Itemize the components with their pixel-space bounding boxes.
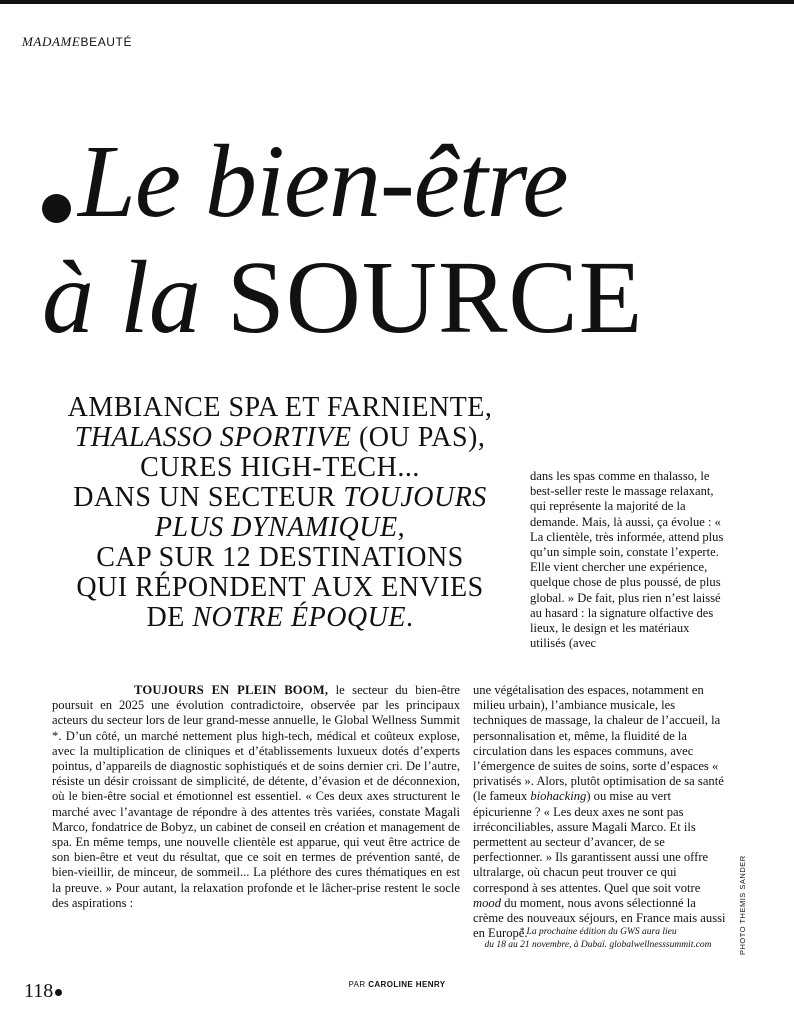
- section-rubric: [22, 34, 132, 50]
- byline: [0, 980, 794, 989]
- standfirst-text: ,: [397, 512, 406, 543]
- footnote-line: * La prochaine édition du GWS aura lieu: [519, 927, 677, 937]
- headline-prefix: à la: [42, 240, 227, 355]
- body-italic: mood: [473, 895, 501, 910]
- body-text: ) ou mise au vert épicurienne ? « Les deux axes ne sont pas irréconciliables, assure Magali Marco. Et ils permettent au secteur d’avancer, de se perfectionner. » Ils garantissent aussi une offre ultralarge, où chacun peut trouver ce qui correspond à ses attentes. Quel que soit votre: [473, 789, 709, 895]
- page-number-dot-icon: [55, 989, 62, 996]
- standfirst-line: [50, 483, 510, 513]
- standfirst-text: DE: [146, 602, 193, 633]
- rubric-section: BEAUTÉ: [80, 35, 133, 49]
- standfirst-italic: NOTRE ÉPOQUE: [192, 602, 406, 633]
- footnote: [473, 926, 723, 952]
- headline-line-2: [42, 240, 644, 355]
- standfirst: [50, 393, 510, 633]
- standfirst-text: DANS UN SECTEUR: [73, 482, 344, 513]
- standfirst-line: CURES HIGH-TECH...: [140, 452, 420, 483]
- body-paragraph: [473, 683, 729, 941]
- standfirst-italic: TOUJOURS: [343, 482, 487, 513]
- standfirst-line: [50, 513, 510, 543]
- standfirst-line: CAP SUR 12 DESTINATIONS: [96, 542, 464, 573]
- body-text: dans les spas comme en thalasso, le best-seller reste le massage relaxant, qui représente la majorité de la demande. Mais, là aussi, ça évolue : « La clientèle, très informée, attend plus qu’un simple soin, constate l’experte. Elle vient chercher une expérience, quelque chose de plus poussé, de plus global. » De fait, plus rien n’est laissé au hasard : la signature olfactive des lieux, le design et les matériaux utilisés (avec: [530, 469, 724, 651]
- body-text: le secteur du bien-être poursuit en 2025 une évolution contradictoire, observée par les principaux acteurs du secteur lors de leur grand-messe annuelle, le Global Wellness Summit *. D’un côté, un marché nettement plus high-tech, médical et coûteux explose, avec la multiplication de cliniques et d’établissements luxueux dotés d’experts pointus, d’appareils de diagnostic sophistiqués et de soins dernier cri. De l’autre, résiste un désir croissant de simplicité, de détente, d’évasion et de déconnexion, où le bien-être social et émotionnel est essentiel. « Ces deux axes structurent le marché avec l’avantage de répondre à des attentes très variées, constate Magali Marco, fondatrice de Bobyz, un cabinet de conseil en création et management de spa. En même temps, une nouvelle clientèle est apparue, qui veut être actrice de son bien-être et veut du résultat, que ce soit en termes de prévention santé, de bien-vieillir, de minceur, de sommeil... La pléthore des cures thématiques en est la preuve. » Pour autant, la relaxation profonde et le lâcher-prise restent le socle des aspirations :: [52, 683, 461, 910]
- standfirst-line: QUI RÉPONDENT AUX ENVIES: [76, 572, 484, 603]
- standfirst-line: [50, 423, 510, 453]
- standfirst-line: [50, 603, 510, 633]
- body-column-left: [52, 683, 460, 911]
- footnote-line: du 18 au 21 novembre, à Dubaï. globalwellnesssummit.com: [484, 940, 712, 950]
- body-italic: biohacking: [530, 789, 587, 804]
- standfirst-line: AMBIANCE SPA ET FARNIENTE,: [67, 392, 493, 423]
- byline-author: CAROLINE HENRY: [368, 980, 446, 989]
- standfirst-italic: THALASSO SPORTIVE: [74, 422, 352, 453]
- body-text: une végétalisation des espaces, notamment en milieu urbain), l’ambiance musicale, les techniques de massage, la chaleur de l’accueil, la personnalisation et, même, la fluidité de la circulation dans les espaces communs, avec l’émergence de suites de soins, sorte d’espaces « privatisés ». Alors, plutôt optimisation de sa santé (le fameux: [473, 683, 724, 804]
- headline-main-word: SOURCE: [226, 240, 644, 355]
- body-column-right-top: [530, 469, 728, 651]
- photo-credit: PHOTO THEMIS SANDER: [738, 855, 747, 955]
- body-paragraph: [52, 683, 460, 911]
- standfirst-italic: PLUS DYNAMIQUE: [154, 512, 398, 543]
- title-bullet-icon: [42, 194, 71, 223]
- page-number-text: 118: [24, 980, 54, 1002]
- rubric-magazine: MADAME: [22, 34, 81, 49]
- lead-in: TOUJOURS EN PLEIN BOOM,: [134, 683, 329, 697]
- body-column-right-bottom: [473, 683, 729, 941]
- byline-prefix: PAR: [348, 980, 369, 989]
- standfirst-text: (OU PAS),: [351, 422, 486, 453]
- standfirst-text: .: [405, 602, 414, 633]
- top-border: [0, 0, 794, 4]
- body-text: du moment, nous avons sélectionné la crème des nouveaux séjours, en France mais aussi en Europe.: [473, 895, 726, 941]
- headline-line-1: Le bien-être: [78, 124, 568, 239]
